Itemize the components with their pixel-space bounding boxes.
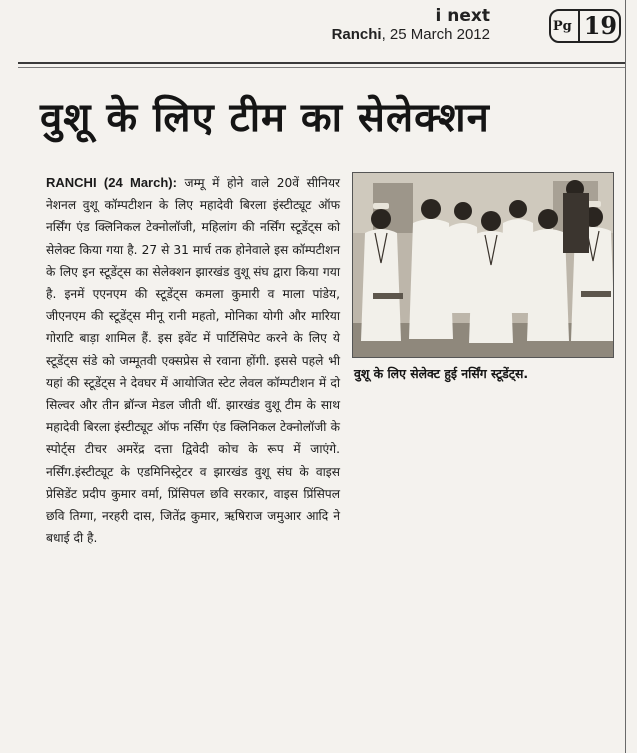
article-lead: RANCHI (24 March): [46, 175, 177, 190]
page-label: Pg [552, 18, 572, 34]
dateline [300, 26, 490, 44]
header-rule-thin [18, 67, 625, 68]
dateline-date: , 25 March 2012 [381, 26, 490, 43]
photo-caption: वुशू के लिए सेलेक्ट हुई नर्सिंग स्टूडेंट्स. [354, 366, 529, 381]
dateline-city: Ranchi [331, 26, 382, 43]
page-number-box [549, 9, 621, 43]
article-text: जम्मू में होने वाले 20वें सीनियर नेशनल वुशू कॉम्पटीशन के लिए महादेवी बिरला इंस्टीट्यूट ऑफ नर्सिंग एंड क्लिनिकल टेक्नोलॉजी, महिलांग की नर्सिंग स्टूडेंट्स को सेलेक्ट किया गया है. 27 से 31 मार्च तक होनेवाले इस कॉम्पटीशन के लिए इन स्टूडेंट्स का सेलेक्शन झारखंड वुशू संघ द्वारा किया गया है. इनमें एएनएम की स्टूडेंट्स कमला कुमारी व माला पांडेय, जीएनएम की स्टूडेंट्स मीनू रानी महतो, मोनिका योगी और मारिया गोराटि बाड़ा शामिल हैं. इस इवेंट में पार्टिसिपेट करने के लिए ये स्टूडेंट्स संडे को जम्मूतवी एक्सप्रेस से रवाना होंगी. इससे पहले भी यहां की स्टूडेंट्स ने देवघर में आयोजित स्टेट लेवल कॉम्पटीशन में दो सिल्वर और तीन ब्रॉन्ज मेडल जीती थीं. झारखंड वुशू टीम के साथ महादेवी बिरला इंस्टीट्यूट ऑफ नर्सिंग एंड क्लिनिकल टेक्नोलॉजी के स्पोर्ट्स टीचर अमरेंद्र दत्ता द्विवेदी कोच के रूप में जाएंगे. नर्सिंग.इंस्टीट्यूट के एडमिनिस्ट्रेटर व झारखंड वुशू संघ के वाइस प्रेसिडेंट प्रदीप कुमार वर्मा, प्रिंसिपल छवि सरकार, वाइस प्रिंसिपल छवि तिग्गा, नरहरी दास, जितेंद्र कुमार, ऋषिराज जमुआर आदि ने बधाई दी है. [46, 176, 341, 546]
article-body [46, 172, 340, 549]
column-rule [625, 0, 626, 753]
brand-name: i next [435, 6, 490, 26]
team-photo-image [353, 173, 614, 358]
team-photo [352, 172, 614, 358]
article-headline: वुशू के लिए टीम का सेलेक्शन [40, 95, 490, 141]
page-number: 19 [578, 11, 617, 41]
header-rule [18, 62, 625, 64]
masthead [300, 6, 490, 44]
